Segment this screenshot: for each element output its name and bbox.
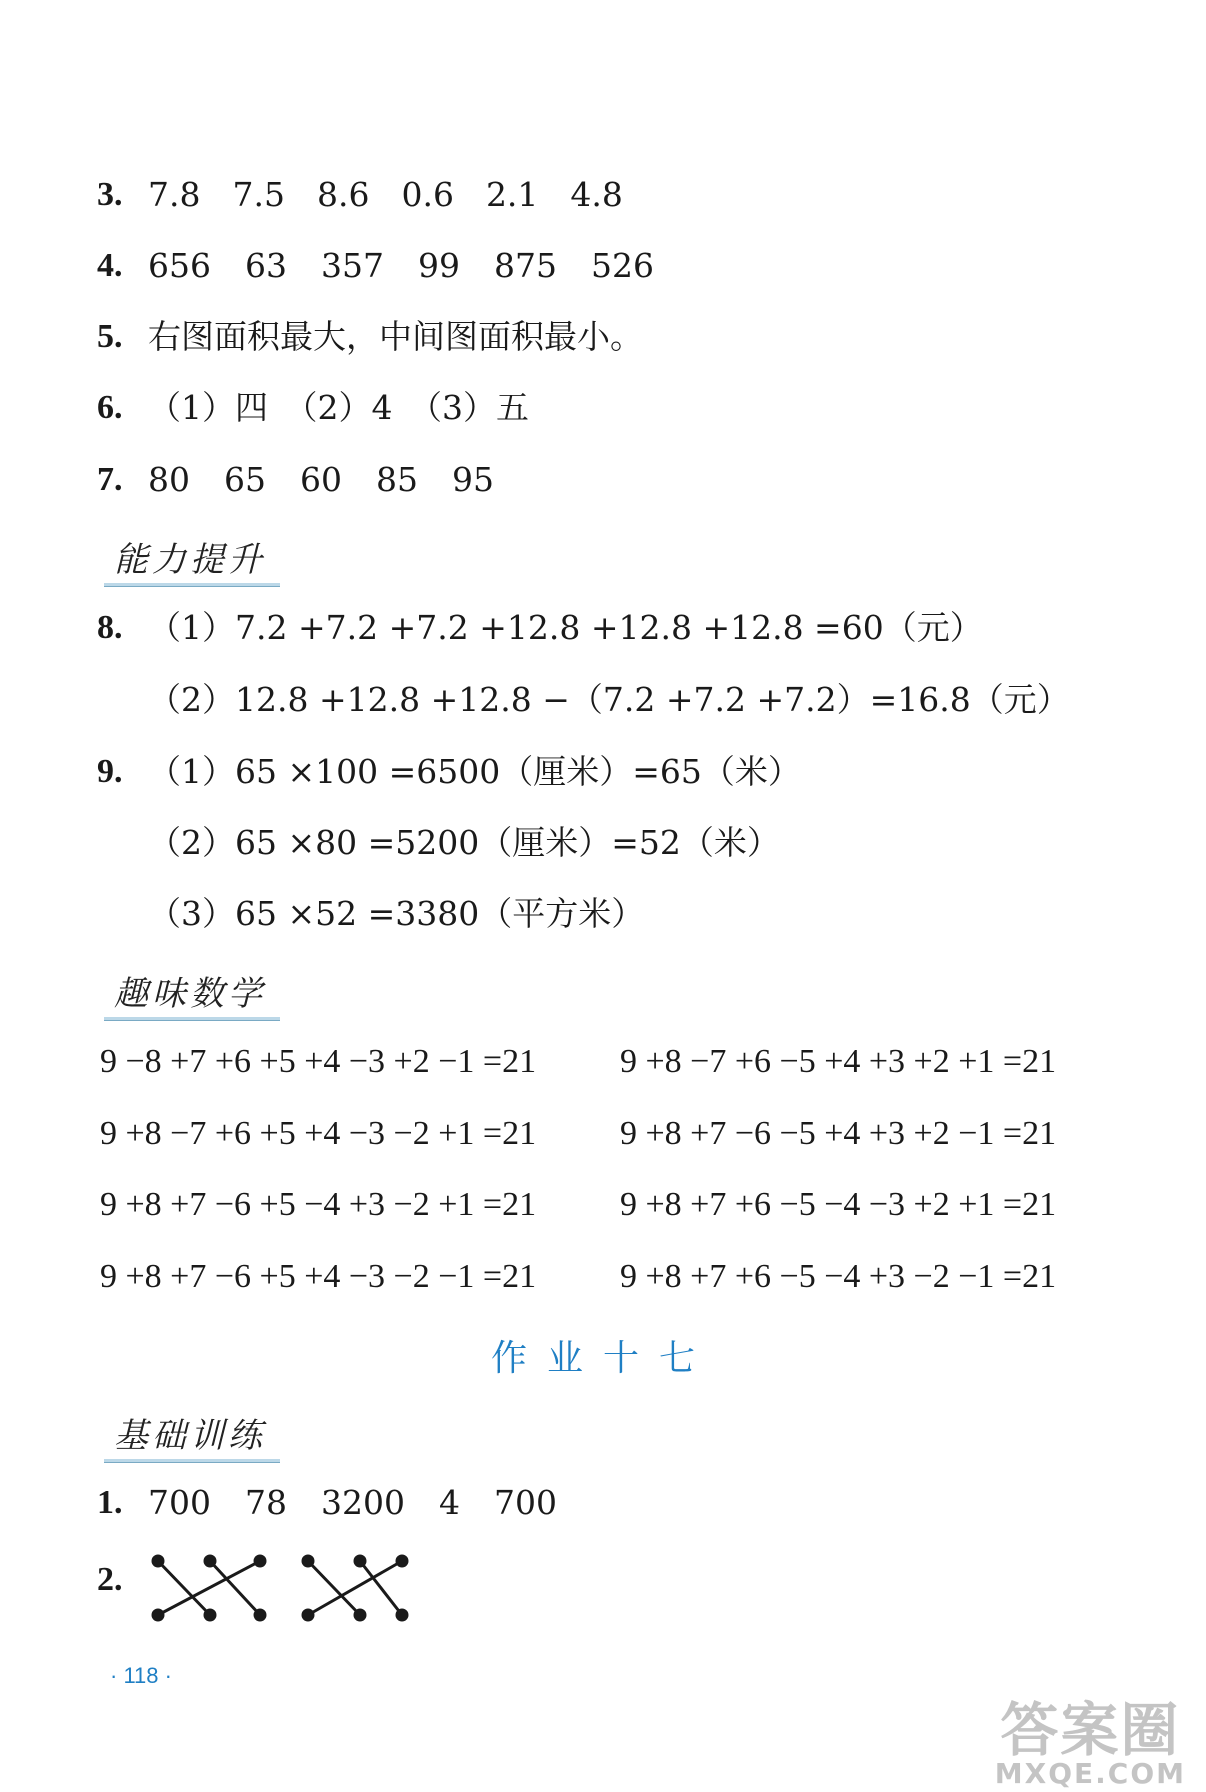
watermark-main-text: 答案圈	[1000, 1696, 1181, 1764]
item-number: 2.	[97, 1561, 123, 1598]
equation-line: （3）65 ×52 =3380（平方米）	[148, 894, 645, 933]
answer-values	[148, 460, 494, 500]
equation: 9 +8 −7 +6 −5 +4 +3 +2 +1 =21	[620, 1043, 1057, 1080]
matching-group-right	[303, 1556, 407, 1620]
dot	[205, 1610, 215, 1620]
item-number: 3.	[97, 176, 123, 213]
dot	[255, 1556, 265, 1566]
answer-value: 357	[321, 246, 384, 285]
answer-values	[148, 1483, 557, 1523]
page-number: · 118 ·	[110, 1663, 172, 1688]
homework-title: 作业十七	[490, 1338, 715, 1379]
item-number: 5.	[97, 318, 123, 355]
dot	[303, 1610, 313, 1620]
matching-lines-diagram	[140, 1540, 420, 1630]
equation-line: （1）65 ×100 =6500（厘米）=65（米）	[148, 752, 801, 791]
answer-text: （1）四 （2）4 （3）五	[148, 388, 529, 427]
answer-value: 4.8	[570, 175, 623, 214]
answer-value: 8.6	[316, 175, 370, 214]
equation-line: （1）7.2 +7.2 +7.2 +12.8 +12.8 +12.8 =60（元）	[148, 608, 983, 647]
watermark-logo	[994, 1696, 1186, 1790]
answer-value: 65	[224, 460, 266, 499]
answer-value: 0.6	[401, 175, 454, 214]
equation: 9 +8 −7 +6 +5 +4 −3 −2 +1 =21	[100, 1115, 537, 1152]
item-number: 7.	[97, 461, 123, 498]
answer-value: 526	[591, 246, 654, 285]
answer-value: 4	[438, 1483, 460, 1522]
answer-value: 78	[245, 1483, 287, 1522]
item-number: 1.	[97, 1484, 123, 1521]
matching-line	[360, 1561, 402, 1615]
equation-line: （2）12.8 +12.8 +12.8 −（7.2 +7.2 +7.2）=16.8（元）	[148, 680, 1070, 719]
answer-value: 656	[148, 246, 211, 285]
answer-value: 700	[493, 1483, 557, 1522]
equation-line: （2）65 ×80 =5200（厘米）=52（米）	[148, 823, 780, 862]
section-title-fun-math: 趣味数学	[110, 966, 270, 1019]
dot	[355, 1610, 365, 1620]
dot	[397, 1556, 407, 1566]
equation: 9 −8 +7 +6 +5 +4 −3 +2 −1 =21	[100, 1043, 537, 1080]
item-number: 6.	[97, 389, 123, 426]
equation: 9 +8 +7 −6 +5 +4 −3 −2 −1 =21	[100, 1258, 537, 1295]
answer-value: 700	[148, 1483, 211, 1522]
answer-value: 80	[148, 460, 190, 499]
answer-value: 85	[376, 460, 418, 499]
answer-value: 63	[245, 246, 287, 285]
dot	[205, 1556, 215, 1566]
dot	[355, 1556, 365, 1566]
matching-line	[308, 1561, 402, 1615]
section-title-ability: 能力提升	[110, 532, 270, 585]
answer-values	[148, 175, 623, 215]
answer-values	[148, 246, 654, 286]
section-title-basic: 基础训练	[110, 1408, 270, 1461]
answer-value: 7.5	[232, 175, 285, 214]
equation: 9 +8 +7 +6 −5 −4 +3 −2 −1 =21	[620, 1258, 1057, 1295]
answer-value: 60	[300, 460, 342, 499]
dot	[153, 1610, 163, 1620]
equation: 9 +8 +7 −6 −5 +4 +3 +2 −1 =21	[620, 1115, 1057, 1152]
dot	[153, 1556, 163, 1566]
matching-line	[158, 1561, 210, 1615]
answer-value: 7.8	[148, 175, 201, 214]
item-number: 8.	[97, 609, 123, 646]
answer-text: 右图面积最大，中间图面积最小。	[148, 317, 643, 356]
dot	[397, 1610, 407, 1620]
dot	[255, 1610, 265, 1620]
item-number: 9.	[97, 753, 123, 790]
dot	[303, 1556, 313, 1566]
answer-value: 2.1	[485, 175, 539, 214]
answer-value: 95	[452, 460, 494, 499]
matching-group-left	[153, 1556, 265, 1620]
answer-value: 875	[494, 246, 557, 285]
matching-line	[158, 1561, 260, 1615]
answer-value: 3200	[321, 1483, 405, 1522]
equation: 9 +8 +7 −6 +5 −4 +3 −2 +1 =21	[100, 1186, 537, 1223]
answer-value: 99	[418, 246, 460, 285]
watermark-sub-text: MXQE.COM	[994, 1757, 1186, 1790]
matching-line	[210, 1561, 260, 1615]
item-number: 4.	[97, 247, 123, 284]
equation: 9 +8 +7 +6 −5 −4 −3 +2 +1 =21	[620, 1186, 1057, 1223]
